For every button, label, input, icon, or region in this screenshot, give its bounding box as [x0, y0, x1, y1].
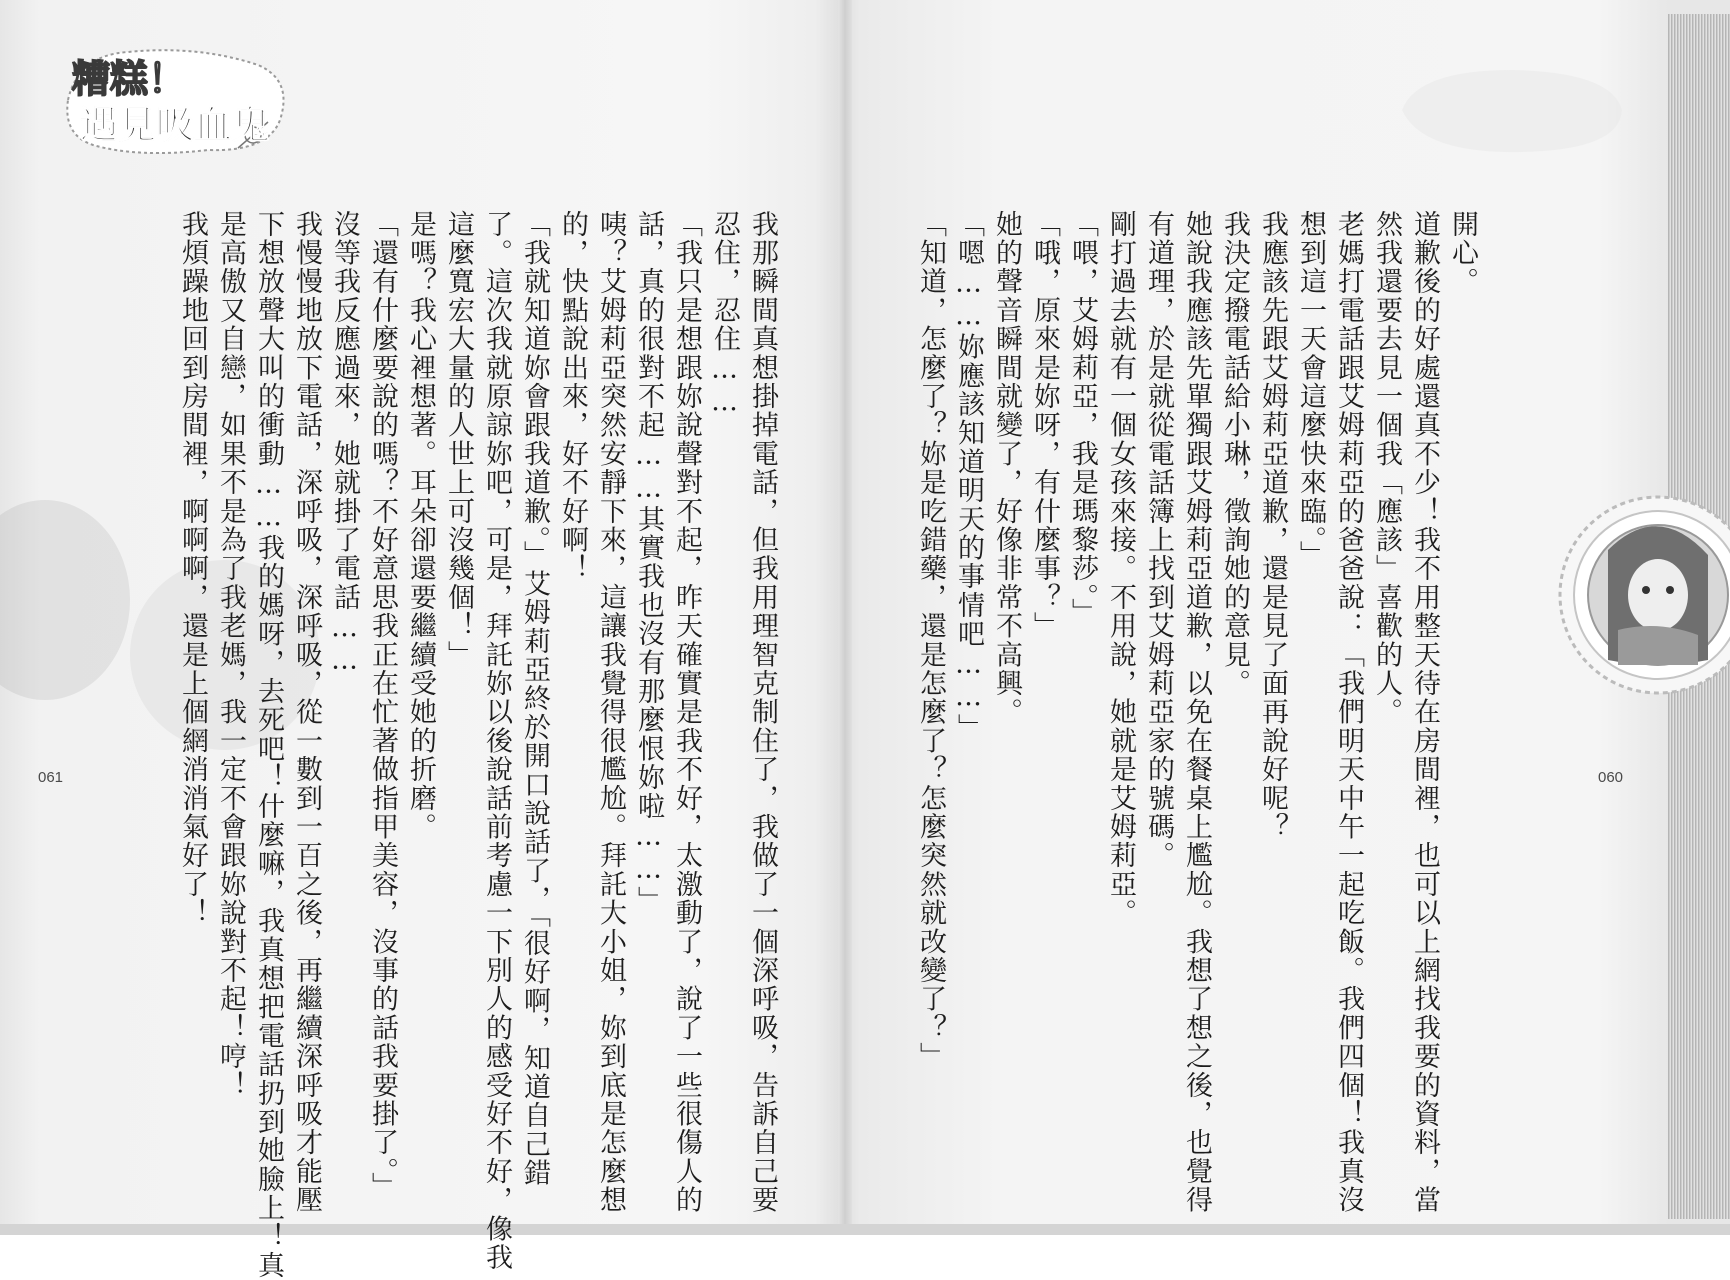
left-page-line-7: 「我就知道妳會跟我道歉。」艾姆莉亞終於開口說話了，「很好啊，知道自己錯	[519, 210, 550, 1188]
left-page-line-4: 話，真的很對不起……其實我也沒有那麼恨妳啦……」	[633, 210, 664, 915]
right-page-line-7: 我決定撥電話給小琳，徵詢她的意見。	[1219, 210, 1250, 698]
left-page-line-6: 的，快點說出來，好不好啊！	[557, 210, 588, 584]
right-page-line-2: 道歉後的好處還真不少！我不用整天待在房間裡，也可以上網找我要的資料，當	[1409, 210, 1440, 1215]
left-page-line-13: 我慢慢地放下電話，深呼吸，深呼吸，從一數到一百之後，再繼續深呼吸才能壓	[291, 210, 322, 1215]
left-page-line-3: 「我只是想跟妳說聲對不起，昨天確實是我不好，太激動了，說了一些很傷人的	[671, 210, 702, 1215]
right-page-line-4: 老媽打電話跟艾姆莉亞的爸爸說：「我們明天中午一起吃飯。我們四個！我真沒	[1333, 210, 1364, 1215]
page-number-left: 061	[38, 769, 64, 786]
left-page-line-15: 是高傲又自戀，如果不是為了我老媽，我一定不會跟妳說對不起！哼！	[215, 210, 246, 1100]
left-page-line-9: 這麼寬宏大量的人世上可沒幾個！」	[443, 210, 474, 670]
right-page-line-8: 她說我應該先單獨跟艾姆莉亞道歉，以免在餐桌上尷尬。我想了想之後，也覺得	[1181, 210, 1212, 1215]
right-page-line-9: 有道理，於是就從電話簿上找到艾姆莉亞家的號碼。	[1143, 210, 1174, 871]
right-page-line-10: 剛打過去就有一個女孩來接。不用說，她就是艾姆莉亞。	[1105, 210, 1136, 928]
logo-line-2: 遇見吸血鬼	[80, 103, 271, 147]
left-page-line-12: 沒等我反應過來，她就掛了電話……	[329, 210, 360, 678]
left-page-line-8: 了。這次我就原諒妳吧，可是，拜託妳以後說話前考慮一下別人的感受好不好，像我	[481, 210, 512, 1272]
right-page-line-5: 想到這一天會這麼快來臨。」	[1295, 210, 1326, 570]
bleed-through-circle-left	[0, 500, 130, 700]
right-page-line-14: 「嗯……妳應該知道明天的事情吧……」	[953, 210, 984, 743]
logo-line-1: 糟糕！	[72, 57, 187, 101]
bleed-through-logo	[1392, 60, 1632, 160]
left-page-line-2: 忍住，忍住……	[709, 210, 740, 419]
lace-medallion-illustration	[1548, 470, 1730, 720]
right-page-line-15: 「知道，怎麼了？妳是吃錯藥，還是怎麼了？怎麼突然就改變了？」	[915, 210, 946, 1071]
book-gutter	[838, 0, 852, 1235]
left-page-line-10: 是嗎？我心裡想著。耳朵卻還要繼續受她的折磨。	[405, 210, 436, 842]
right-page-line-12: 「哦，原來是妳呀，有什麼事？」	[1029, 210, 1060, 641]
page-number-right: 060	[1598, 769, 1624, 786]
left-page-line-16: 我煩躁地回到房間裡，啊啊啊，還是上個網消消氣好了！	[177, 210, 208, 928]
left-page-line-11: 「還有什麼要說的嗎？不好意思我正在忙著做指甲美容，沒事的話我要掛了。」	[367, 210, 398, 1201]
left-page-line-14: 下想放聲大叫的衝動……我的媽呀，去死吧！什麼嘛，我真想把電話扔到她臉上！真	[253, 210, 284, 1280]
left-page-line-5: 咦？艾姆莉亞突然安靜下來，這讓我覺得很尷尬。拜託大小姐，妳到底是怎麼想	[595, 210, 626, 1215]
right-page-line-11: 「喂，艾姆莉亞，我是瑪黎莎。」	[1067, 210, 1098, 627]
book-title-logo	[58, 40, 298, 160]
right-page-line-1: 開心。	[1447, 210, 1478, 297]
right-page-line-6: 我應該先跟艾姆莉亞道歉，還是見了面再說好呢？	[1257, 210, 1288, 842]
right-page-line-3: 然我還要去見一個我「應該」喜歡的人。	[1371, 210, 1402, 727]
right-page-line-13: 她的聲音瞬間就變了，好像非常不高興。	[991, 210, 1022, 727]
left-page-line-1: 我那瞬間真想掛掉電話，但我用理智克制住了，我做了一個深呼吸，告訴自己要	[747, 210, 778, 1215]
